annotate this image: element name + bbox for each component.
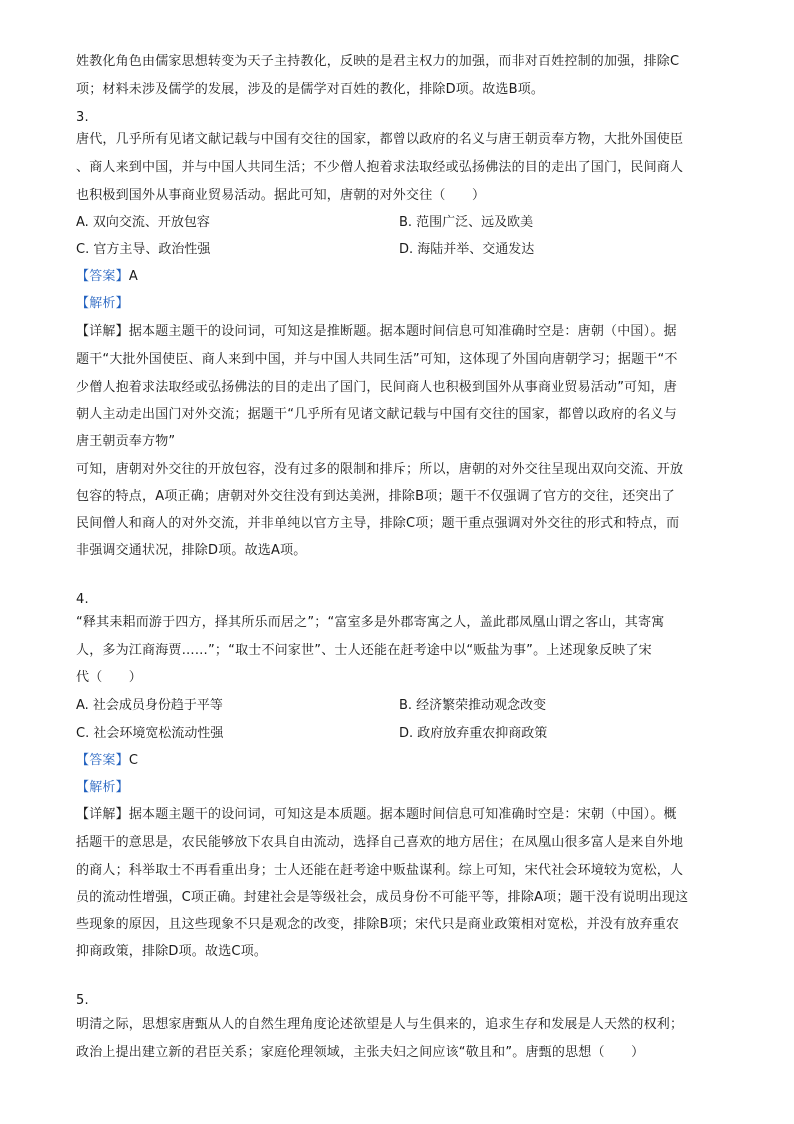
detail-line: 少僧人抱着求法取经或弘扬佛法的目的走出了国门，民间商人也积极到国外从事商业贸易活动”可知，唐 [76,380,677,395]
analysis-line [76,294,726,314]
detail-line: 唐王朝贡奉方物” [76,434,176,449]
detail-line: 括题干的意思是，农民能够放下农具自由流动，选择自己喜欢的地方居住；在凤凰山很多富人是来自外地 [76,835,684,850]
question-stem-line: 明清之际，思想家唐甄从人的自然生理角度论述欲望是人与生俱来的，追求生存和发展是人天然的权利； [76,1017,684,1032]
question-number: 3. [76,110,89,125]
detail-line: 抑商政策，排除D项。故选C项。 [76,944,268,959]
question-stem-line: 也积极到国外从事商业贸易活动。据此可知，唐朝的对外交往（ ） [76,188,486,203]
question-number: 4. [76,592,89,607]
text-line: 项；材料未涉及儒学的发展，涉及的是儒学对百姓的教化，排除D项。故选B项。 [76,82,545,97]
question-stem-line: 唐代，几乎所有见诸文献记载与中国有交往的国家，都曾以政府的名义与唐王朝贡奉方物，大批外国使臣 [76,132,684,147]
option-c: C. 官方主导、政治性强 [76,242,211,257]
detail-line: 民间僧人和商人的对外交流，并非单纯以官方主导，排除C项；题干重点强调对外交往的形式和特点，而 [76,516,680,531]
detail-tag: 【详解】 [76,807,129,822]
question-stem-line: 、商人来到中国，并与中国人共同生活；不少僧人抱着求法取经或弘扬佛法的目的走出了国门，民间商人 [76,160,684,175]
answer-value: A [128,269,138,284]
analysis-tag: 【解析】 [76,296,129,311]
option-d: D. 海陆并举、交通发达 [399,242,535,257]
detail-line: 的商人；科举取士不再看重出身；士人还能在赶考途中贩盐谋利。综上可知，宋代社会环境较为宽松，人 [76,863,684,878]
question-stem-line: “释其耒耜而游于四方，择其所乐而居之”；“富室多是外郡寄寓之人，盖此郡凤凰山谓之客山，其寄寓 [76,615,665,630]
detail-line [76,805,726,825]
answer-line [76,751,726,771]
answer-tag: 【答案】 [76,269,129,284]
option-a: A. 社会成员身份趋于平等 [76,698,223,713]
detail-line: 些现象的原因，且这些现象不只是观念的改变，排除B项；宋代只是商业政策相对宽松，并没有放弃重农 [76,917,680,932]
option-d: D. 政府放弃重农抑商政策 [399,726,548,741]
option-c: C. 社会环境宽松流动性强 [76,726,224,741]
detail-tag: 【详解】 [76,324,129,339]
question-stem-line: 政治上提出建立新的君臣关系；家庭伦理领域，主张夫妇之间应该“敬且和”。唐甄的思想（ ） [76,1045,645,1060]
answer-tag: 【答案】 [76,753,129,768]
detail-line: 非强调交通状况，排除D项。故选A项。 [76,543,307,558]
detail-line: 朝人主动走出国门对外交流；据题干“几乎所有见诸文献记载与中国有交往的国家，都曾以政府的名义与 [76,407,677,422]
detail-line [76,322,726,342]
text-line: 姓教化角色由儒家思想转变为天子主持教化，反映的是君主权力的加强，而非对百姓控制的加强，排除C [76,54,680,69]
detail-text: 据本题主题干的设问词，可知这是本质题。据本题时间信息可知准确时空是：宋朝（中国）。概 [128,807,677,822]
analysis-tag: 【解析】 [76,780,129,795]
detail-line: 可知，唐朝对外交往的开放包容，没有过多的限制和排斥；所以，唐朝的对外交往呈现出双向交流、开放 [76,462,684,477]
question-stem-line: 代（ ） [76,670,143,685]
option-a: A. 双向交流、开放包容 [76,215,210,230]
detail-line: 包容的特点，A项正确；唐朝对外交往没有到达美洲，排除B项；题干不仅强调了官方的交往，还突出了 [76,489,676,504]
analysis-line [76,778,726,798]
detail-text: 据本题主题干的设问词，可知这是推断题。据本题时间信息可知准确时空是：唐朝（中国）。据 [128,324,677,339]
detail-line: 题干“大批外国使臣、商人来到中国，并与中国人共同生活”可知，这体现了外国向唐朝学习；据题干“不 [76,352,678,367]
detail-line: 员的流动性增强，C项正确。封建社会是等级社会，成员身份不可能平等，排除A项；题干没有说明出现这 [76,890,689,905]
question-number: 5. [76,993,89,1008]
option-b: B. 经济繁荣推动观念改变 [399,698,547,713]
option-b: B. 范围广泛、远及欧美 [399,215,534,230]
answer-value: C [128,753,139,768]
answer-line [76,267,726,287]
question-stem-line: 人，多为江商海贾……”；“取士不问家世”、士人还能在赶考途中以“贩盐为事”。上述现象反映了宋 [76,643,652,658]
